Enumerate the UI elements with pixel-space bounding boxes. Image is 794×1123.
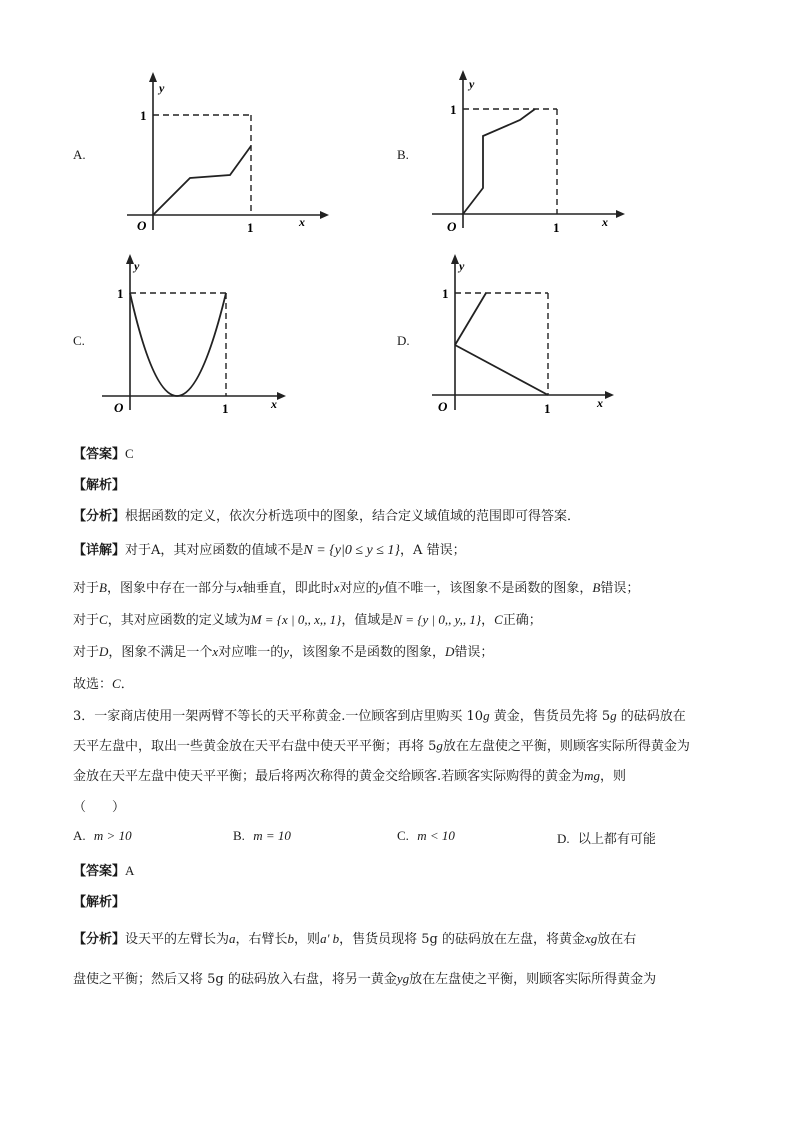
q3-answer: 【答案】A bbox=[73, 863, 135, 879]
svg-text:1: 1 bbox=[553, 220, 560, 235]
option-c-graph bbox=[97, 250, 297, 425]
q3-stem-line1: 3．一家商店使用一架两臂不等长的天平称黄金.一位顾客到店里购买 10g 黄金，售货员先将 5g 的砝码放在 bbox=[73, 708, 686, 724]
q3-fenxi-line2: 盘使之平衡；然后又将 5g 的砝码放入右盘，将另一黄金yg放在左盘使之平衡，则顾客实际所得黄金为 bbox=[73, 971, 657, 987]
q3-choice-d: D. 以上都有可能 bbox=[557, 831, 656, 847]
q2-line4: 对于D，图象不满足一个x对应唯一的y，该图象不是函数的图象，D错误； bbox=[73, 644, 494, 660]
option-d-label: D. bbox=[397, 333, 410, 348]
q3-stem-line2: 天平左盘中，取出一些黄金放在天平右盘中使天平平衡；再将 5g放在左盘使之平衡，则顾客实际所得黄金为 bbox=[73, 738, 690, 754]
q3-choice-b: B. m = 10 bbox=[233, 828, 291, 843]
svg-text:O: O bbox=[114, 400, 124, 415]
svg-text:1: 1 bbox=[222, 401, 229, 416]
svg-text:O: O bbox=[447, 219, 457, 234]
q3-choice-a: A. m > 10 bbox=[73, 828, 132, 843]
svg-text:x: x bbox=[597, 396, 603, 410]
q3-analysis-tag: 【解析】 bbox=[73, 895, 126, 910]
option-d-graph bbox=[420, 250, 630, 425]
function-curve-lower bbox=[455, 345, 548, 395]
option-a-graph bbox=[115, 70, 335, 240]
q2-line2: 对于B，图象中存在一部分与x轴垂直，即此时x对应的y值不唯一，该图象不是函数的图象，B错误； bbox=[73, 580, 640, 596]
svg-text:1: 1 bbox=[544, 401, 551, 416]
function-curve bbox=[130, 293, 226, 396]
q2-xiangjie: 【详解】对于A，其对应函数的值域不是N = {y|0 ≤ y ≤ 1}，A 错误； bbox=[73, 543, 466, 558]
svg-text:y: y bbox=[134, 259, 140, 273]
svg-text:y: y bbox=[469, 77, 475, 91]
svg-text:y: y bbox=[459, 259, 465, 273]
option-b-label: B. bbox=[397, 147, 409, 162]
y-tick-label: 1 bbox=[140, 108, 147, 123]
option-a-label: A. bbox=[73, 147, 86, 162]
origin-label: O bbox=[137, 218, 147, 233]
q3-fenxi: 【分析】设天平的左臂长为a，右臂长b，则a' b，售货员现将 5g 的砝码放在左盘，将黄金xg放在右 bbox=[73, 931, 637, 947]
function-curve bbox=[153, 146, 251, 215]
y-axis-arrow bbox=[149, 72, 157, 82]
svg-text:1: 1 bbox=[450, 102, 457, 117]
function-curve bbox=[463, 109, 535, 214]
svg-text:O: O bbox=[438, 399, 448, 414]
option-c-label: C. bbox=[73, 333, 85, 348]
q2-analysis-tag: 【解析】 bbox=[73, 478, 126, 493]
q2-answer: 【答案】C bbox=[73, 446, 134, 462]
svg-text:x: x bbox=[271, 397, 277, 411]
svg-text:1: 1 bbox=[442, 286, 449, 301]
svg-text:1: 1 bbox=[117, 286, 124, 301]
svg-text:x: x bbox=[602, 215, 608, 229]
x-axis-label: x bbox=[299, 215, 305, 229]
x-tick-label: 1 bbox=[247, 220, 254, 235]
q2-conclusion: 故选：C． bbox=[73, 676, 134, 692]
q3-paren: （ ） bbox=[73, 800, 126, 815]
y-axis-label: y bbox=[159, 81, 165, 95]
q2-fenxi: 【分析】根据函数的定义，依次分析选项中的图象，结合定义域值域的范围即可得答案． bbox=[73, 509, 581, 524]
x-axis-arrow bbox=[320, 211, 329, 219]
q2-line3: 对于C，其对应函数的定义域为M = {x | 0,, x,, 1}，值域是N = {y | 0,, y,, 1}，C正确； bbox=[73, 612, 542, 628]
function-curve-upper bbox=[455, 293, 486, 345]
q3-stem-line3: 金放在天平左盘中使天平平衡；最后将两次称得的黄金交给顾客.若顾客实际购得的黄金为mg，则 bbox=[73, 768, 627, 784]
q3-choice-c: C. m < 10 bbox=[397, 828, 455, 843]
option-b-graph bbox=[420, 68, 640, 238]
